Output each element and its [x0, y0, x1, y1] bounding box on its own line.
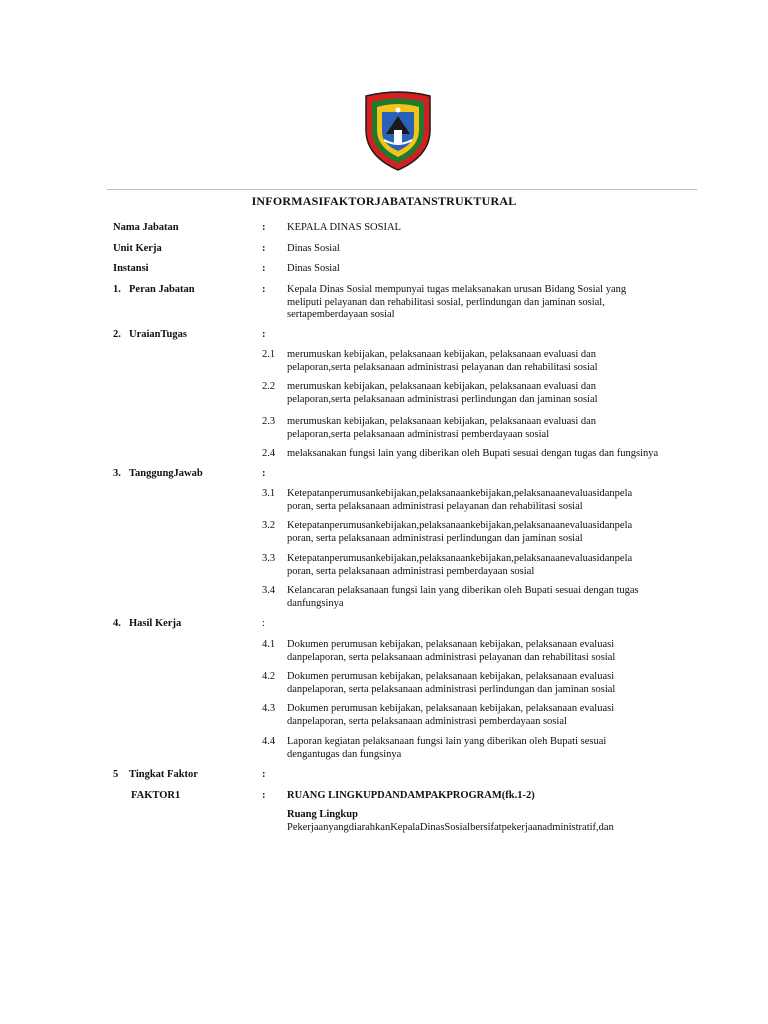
faktor1-value: RUANG LINGKUPDANDAMPAKPROGRAM(fk.1-2) [287, 790, 535, 801]
ruang-lingkup-heading: Ruang Lingkup [287, 809, 358, 820]
peran-colon: : [262, 284, 266, 295]
tingkat-label: Tingkat Faktor [129, 769, 198, 780]
hasil-colon: : [262, 618, 265, 629]
nama-jabatan-label: Nama Jabatan [113, 222, 179, 233]
nama-jabatan-value: KEPALA DINAS SOSIAL [287, 222, 401, 233]
header-divider [107, 189, 697, 190]
instansi-label: Instansi [113, 263, 149, 274]
faktor1-label: FAKTOR1 [131, 790, 181, 801]
tingkat-number: 5 [113, 769, 119, 780]
tanggung-colon: : [262, 468, 266, 479]
unit-kerja-value: Dinas Sosial [287, 243, 340, 254]
ruang-lingkup-section [287, 809, 687, 834]
faktor1-colon: : [262, 790, 266, 801]
regency-emblem-logo [360, 90, 436, 172]
unit-kerja-label: Unit Kerja [113, 243, 162, 254]
peran-text: Kepala Dinas Sosial mempunyai tugas melaksanakan urusan Bidang Sosial yang meliputi pelayanan dan rehabilitasi sosial, perlindungan dan jaminan sosial, sertapemberdayaan sosial [287, 284, 627, 320]
unit-kerja-colon: : [262, 243, 266, 254]
nama-jabatan-colon: : [262, 222, 266, 233]
uraian-label: UraianTugas [129, 329, 187, 340]
tanggung-number: 3. [113, 468, 121, 479]
uraian-number: 2. [113, 329, 121, 340]
hasil-number: 4. [113, 618, 121, 629]
tanggung-label: TanggungJawab [129, 468, 203, 479]
uraian-colon: : [262, 329, 266, 340]
hasil-label: Hasil Kerja [129, 618, 182, 629]
instansi-colon: : [262, 263, 266, 274]
ruang-lingkup-text: PekerjaanyangdiarahkanKepalaDinasSosialbersifatpekerjaanadministratif,dan [287, 821, 614, 833]
peran-number: 1. [113, 284, 121, 295]
instansi-value: Dinas Sosial [287, 263, 340, 274]
page-title: INFORMASIFAKTORJABATANSTRUKTURAL [251, 194, 517, 208]
tingkat-colon: : [262, 769, 266, 780]
peran-label: Peran Jabatan [129, 284, 195, 295]
